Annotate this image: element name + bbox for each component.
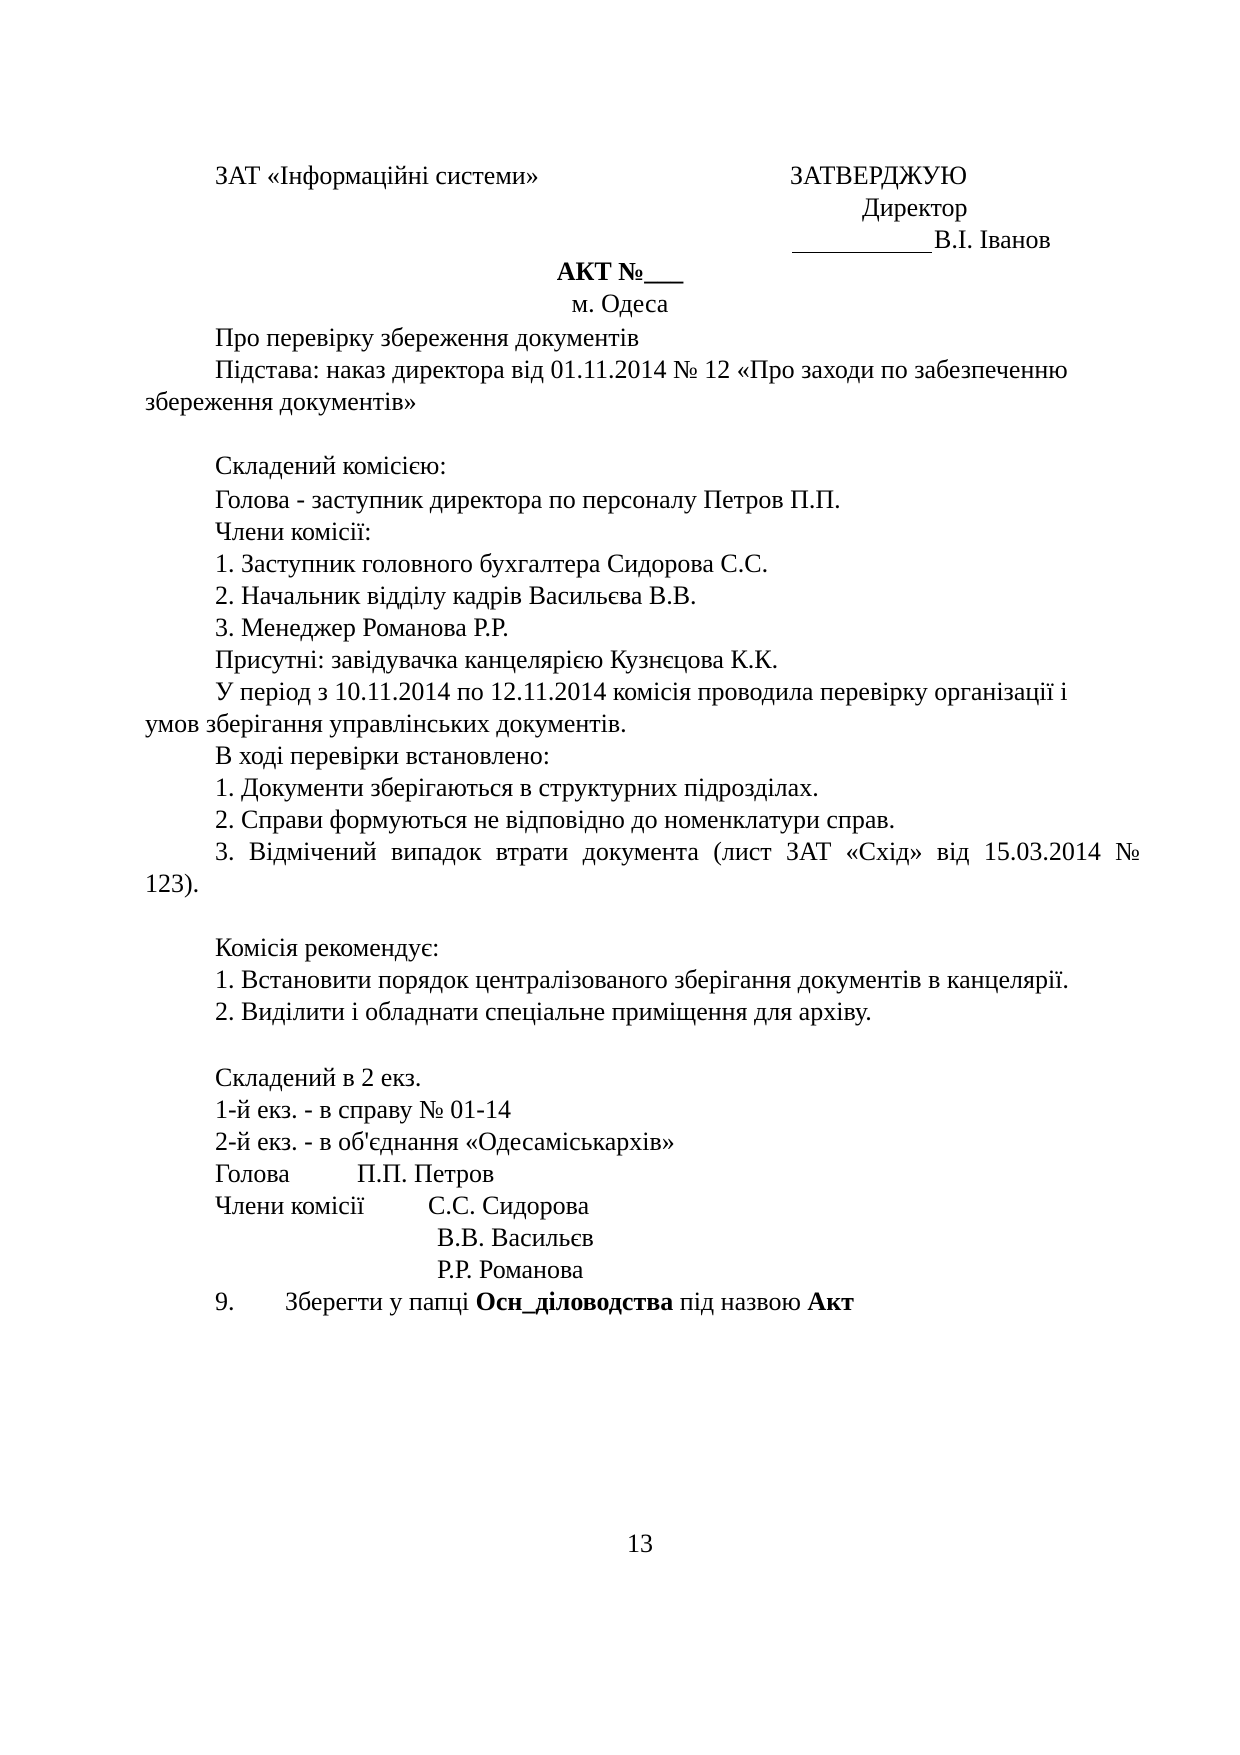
task-number: 9. bbox=[215, 1287, 235, 1316]
member-signature-name: В.В. Васильєв bbox=[437, 1223, 594, 1252]
commission-chair: Голова - заступник директора по персоналу Петров П.П. bbox=[215, 485, 841, 514]
member-item: 2. Начальник відділу кадрів Васильєва В.В. bbox=[215, 581, 697, 610]
approve-label: ЗАТВЕРДЖУЮ bbox=[790, 161, 967, 190]
basis-line-1: Підстава: наказ директора від 01.11.2014 № 12 «Про заходи по забезпеченню bbox=[215, 355, 1068, 384]
member-signature-name: С.С. Сидорова bbox=[428, 1191, 590, 1220]
task-filename: Акт bbox=[807, 1287, 854, 1316]
copy-1: 1-й екз. - в справу № 01-14 bbox=[215, 1095, 511, 1124]
member-signature-name: Р.Р. Романова bbox=[437, 1255, 584, 1284]
act-subject: Про перевірку збереження документів bbox=[215, 323, 640, 352]
recommendation-item: 1. Встановити порядок централізованого зберігання документів в канцелярії. bbox=[215, 965, 1069, 994]
finding-item: 1. Документи зберігаються в структурних підрозділах. bbox=[215, 773, 819, 802]
member-item: 3. Менеджер Романова Р.Р. bbox=[215, 613, 509, 642]
chair-label: Голова bbox=[215, 1159, 290, 1188]
findings-heading: В ході перевірки встановлено: bbox=[215, 741, 550, 770]
commission-heading: Складений комісією: bbox=[215, 451, 447, 480]
task-instruction bbox=[285, 1286, 854, 1318]
finding-item-3-line-1: 3. Відмічений випадок втрати документа (лист ЗАТ «Схід» від 15.03.2014 № bbox=[215, 837, 1140, 866]
recommend-heading: Комісія рекомендує: bbox=[215, 933, 440, 962]
member-item: 1. Заступник головного бухгалтера Сидорова С.С. bbox=[215, 549, 769, 578]
members-label: Члени комісії bbox=[215, 1191, 365, 1220]
page-number: 13 bbox=[627, 1529, 653, 1558]
period-line-1: У період з 10.11.2014 по 12.11.2014 комісія проводила перевірку організації і bbox=[215, 677, 1068, 706]
signature-line bbox=[792, 228, 932, 253]
basis-line-2: збереження документів» bbox=[145, 387, 417, 416]
period-line-2: умов зберігання управлінських документів. bbox=[145, 709, 627, 738]
finding-item-3-line-2: 123). bbox=[145, 869, 200, 898]
task-text: Зберегти у папці bbox=[285, 1287, 476, 1316]
copy-2: 2-й екз. - в об'єднання «Одесаміськархів» bbox=[215, 1127, 675, 1156]
organization-name: ЗАТ «Інформаційні системи» bbox=[215, 161, 539, 190]
act-title: АКТ №___ bbox=[556, 257, 684, 286]
chair-name: П.П. Петров bbox=[357, 1159, 495, 1188]
city: м. Одеса bbox=[571, 289, 669, 318]
approver-name: В.І. Іванов bbox=[934, 225, 1051, 254]
recommendation-item: 2. Виділити і обладнати спеціальне приміщення для архіву. bbox=[215, 997, 872, 1026]
task-folder: Осн_діловодства bbox=[475, 1287, 674, 1316]
finding-item: 2. Справи формуються не відповідно до номенклатури справ. bbox=[215, 805, 896, 834]
approver-signature bbox=[792, 224, 1051, 256]
task-text: під назвою bbox=[673, 1287, 808, 1316]
copies-count: Складений в 2 екз. bbox=[215, 1063, 422, 1092]
members-heading: Члени комісії: bbox=[215, 517, 372, 546]
present-line: Присутні: завідувачка канцелярією Кузнєцова К.К. bbox=[215, 645, 779, 674]
approver-position: Директор bbox=[862, 193, 968, 222]
